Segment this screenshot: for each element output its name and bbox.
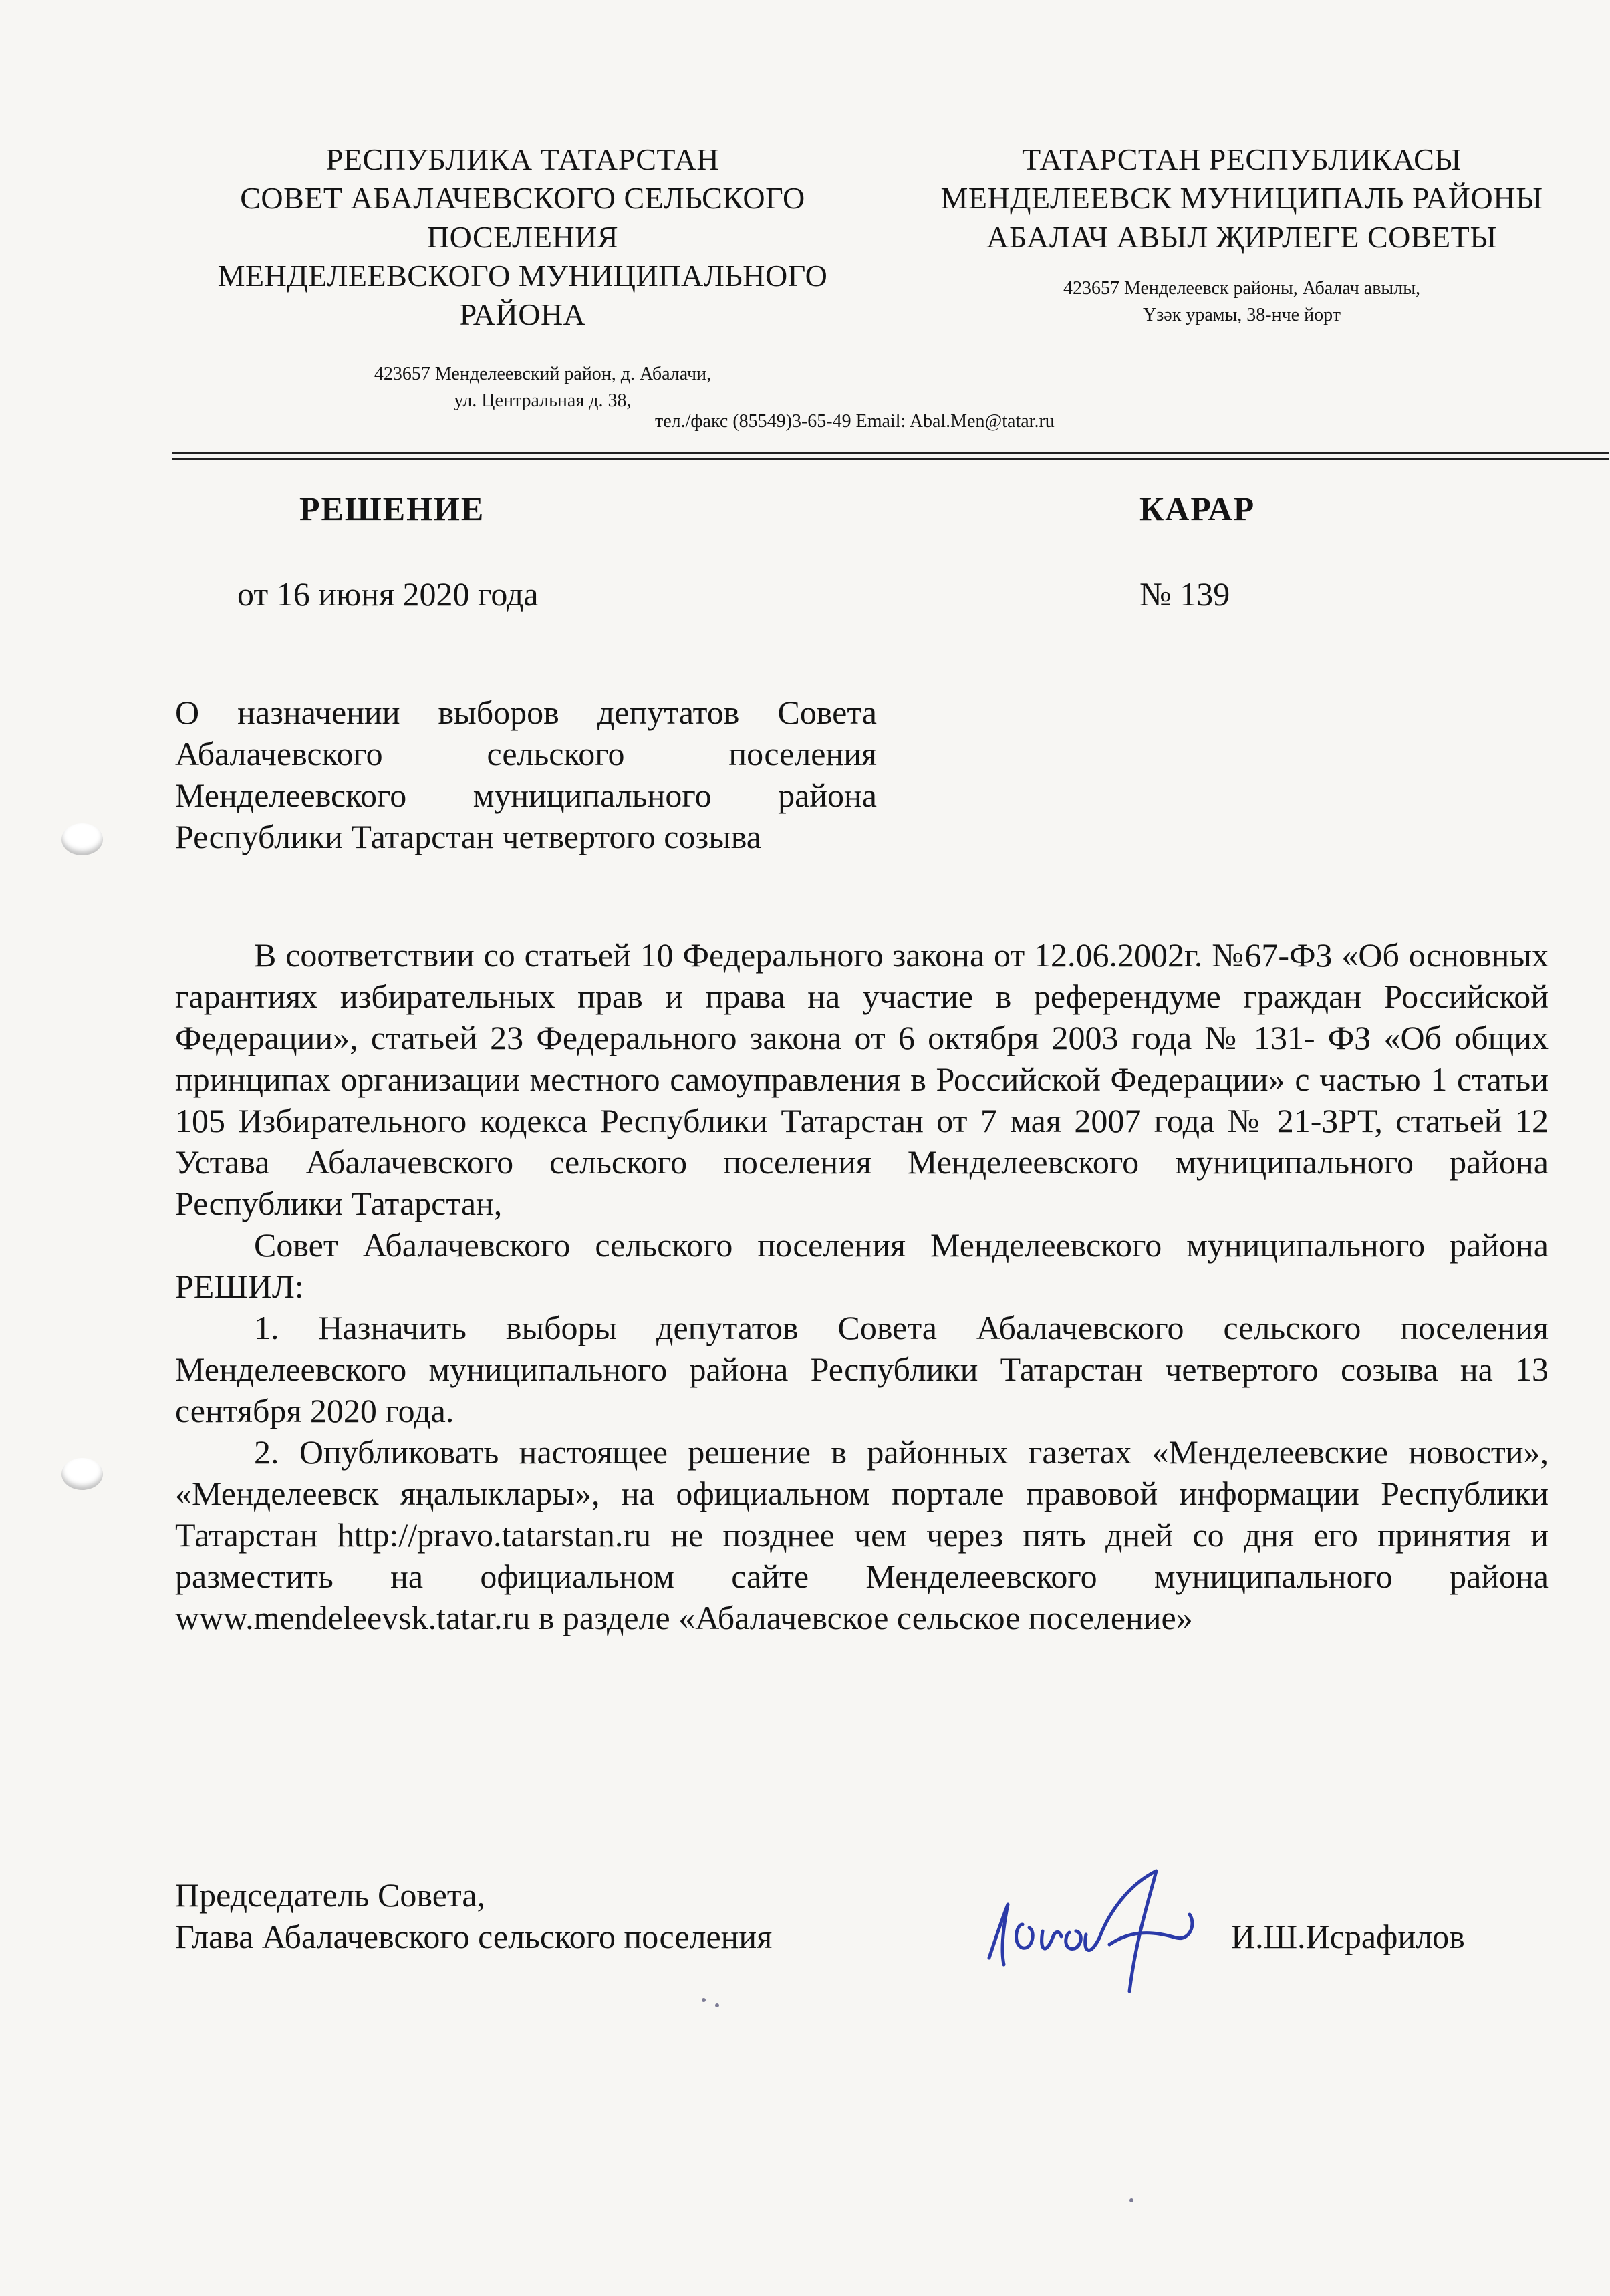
header-right	[928, 140, 1556, 329]
subject-line-4: Республики Татарстан четвертого созыва	[175, 818, 761, 855]
handwritten-signature	[976, 1858, 1243, 1998]
decision-number: № 139	[1139, 575, 1230, 613]
subject-line-2: Абалачевского сельского поселения	[175, 735, 877, 772]
subject-line-1: О назначении выборов депутатов Совета	[175, 694, 877, 731]
body-paragraph-item-2: 2. Опубликовать настоящее решение в районных газетах «Менделеевские новости», «Менделеевск яңалыклары», на официальном портале правовой информации Республики Татарстан http://pravo.tatarstan.ru не позднее чем через пять дней со дня его принятия и разместить на официальном сайте Менделеевского муниципального района www.mendeleevsk.tatar.ru в разделе «Абалачевское сельское поселение»	[175, 1433, 1549, 1636]
header-right-address	[928, 275, 1556, 329]
header-right-line-3: АБАЛАЧ АВЫЛ ҖИРЛЕГЕ СОВЕТЫ	[986, 220, 1497, 254]
header-divider	[172, 452, 1609, 454]
header-right-address-2: Үзәк урамы, 38-нче йорт	[1143, 305, 1341, 325]
contact-line: тел./факс (85549)3-65-49 Email: Abal.Men@tatar.ru	[655, 411, 1055, 432]
body-paragraph-item-1: 1. Назначить выборы депутатов Совета Абалачевского сельского поселения Менделеевского муниципального района Республики Татарстан четвертого созыва на 13 сентября 2020 года.	[175, 1309, 1549, 1429]
header-right-line-1: ТАТАРСТАН РЕСПУБЛИКАСЫ	[1022, 142, 1462, 176]
punch-hole	[61, 1458, 103, 1490]
header-left	[175, 140, 870, 411]
header-left-address	[309, 361, 777, 414]
ink-speck	[702, 1998, 706, 2002]
decision-title: РЕШЕНИЕ	[299, 490, 485, 527]
header-left-line-3: ПОСЕЛЕНИЯ	[426, 220, 619, 254]
header-right-address-1: 423657 Менделеевск районы, Абалач авылы,	[1063, 278, 1421, 299]
signatory-position-1: Председатель Совета,	[175, 1876, 486, 1914]
header-left-line-4: МЕНДЕЛЕЕВСКОГО МУНИЦИПАЛЬНОГО	[217, 259, 828, 293]
header-left-line-2: СОВЕТ АБАЛАЧЕВСКОГО СЕЛЬСКОГО	[240, 181, 805, 215]
ink-speck	[1129, 2198, 1133, 2202]
karar-title: КАРАР	[1139, 490, 1256, 527]
header-left-line-1: РЕСПУБЛИКА ТАТАРСТАН	[325, 142, 720, 176]
decision-date: от 16 июня 2020 года	[237, 575, 539, 613]
header-left-address-2: ул. Центральная д. 38,	[454, 390, 632, 411]
decision-body	[175, 934, 1549, 1638]
signatory-position-2: Глава Абалачевского сельского поселения	[175, 1918, 773, 1955]
subject-line-3: Менделеевского муниципального района	[175, 776, 877, 814]
body-paragraph-preamble: В соответствии со статьей 10 Федерального закона от 12.06.2002г. №67-ФЗ «Об основных гарантиях избирательных прав и права на участие в референдуме граждан Российской Федерации», статьей 23 Федерального закона от 6 октября 2003 года № 131- ФЗ «Об общих принципах организации местного самоуправления в Российской Федерации» с частью 1 статьи 105 Избирательного кодекса Республики Татарстан от 7 мая 2007 года № 21-ЗРТ, статьей 12 Устава Абалачевского сельского поселения Менделеевского муниципального района Республики Татарстан,	[175, 936, 1549, 1222]
header-left-line-5: РАЙОНА	[459, 297, 586, 331]
decision-subject	[175, 692, 877, 857]
signatory-name: И.Ш.Исрафилов	[1231, 1918, 1465, 1955]
header-right-line-2: МЕНДЕЛЕЕВСК МУНИЦИПАЛЬ РАЙОНЫ	[940, 181, 1543, 215]
ink-speck	[715, 2003, 719, 2007]
header-divider-thin	[172, 458, 1609, 460]
punch-hole	[61, 823, 103, 855]
signatory-position	[175, 1874, 772, 1957]
header-left-address-1: 423657 Менделеевский район, д. Абалачи,	[374, 364, 712, 384]
body-paragraph-resolved: Совет Абалачевского сельского поселения Менделеевского муниципального района РЕШИЛ:	[175, 1226, 1549, 1305]
